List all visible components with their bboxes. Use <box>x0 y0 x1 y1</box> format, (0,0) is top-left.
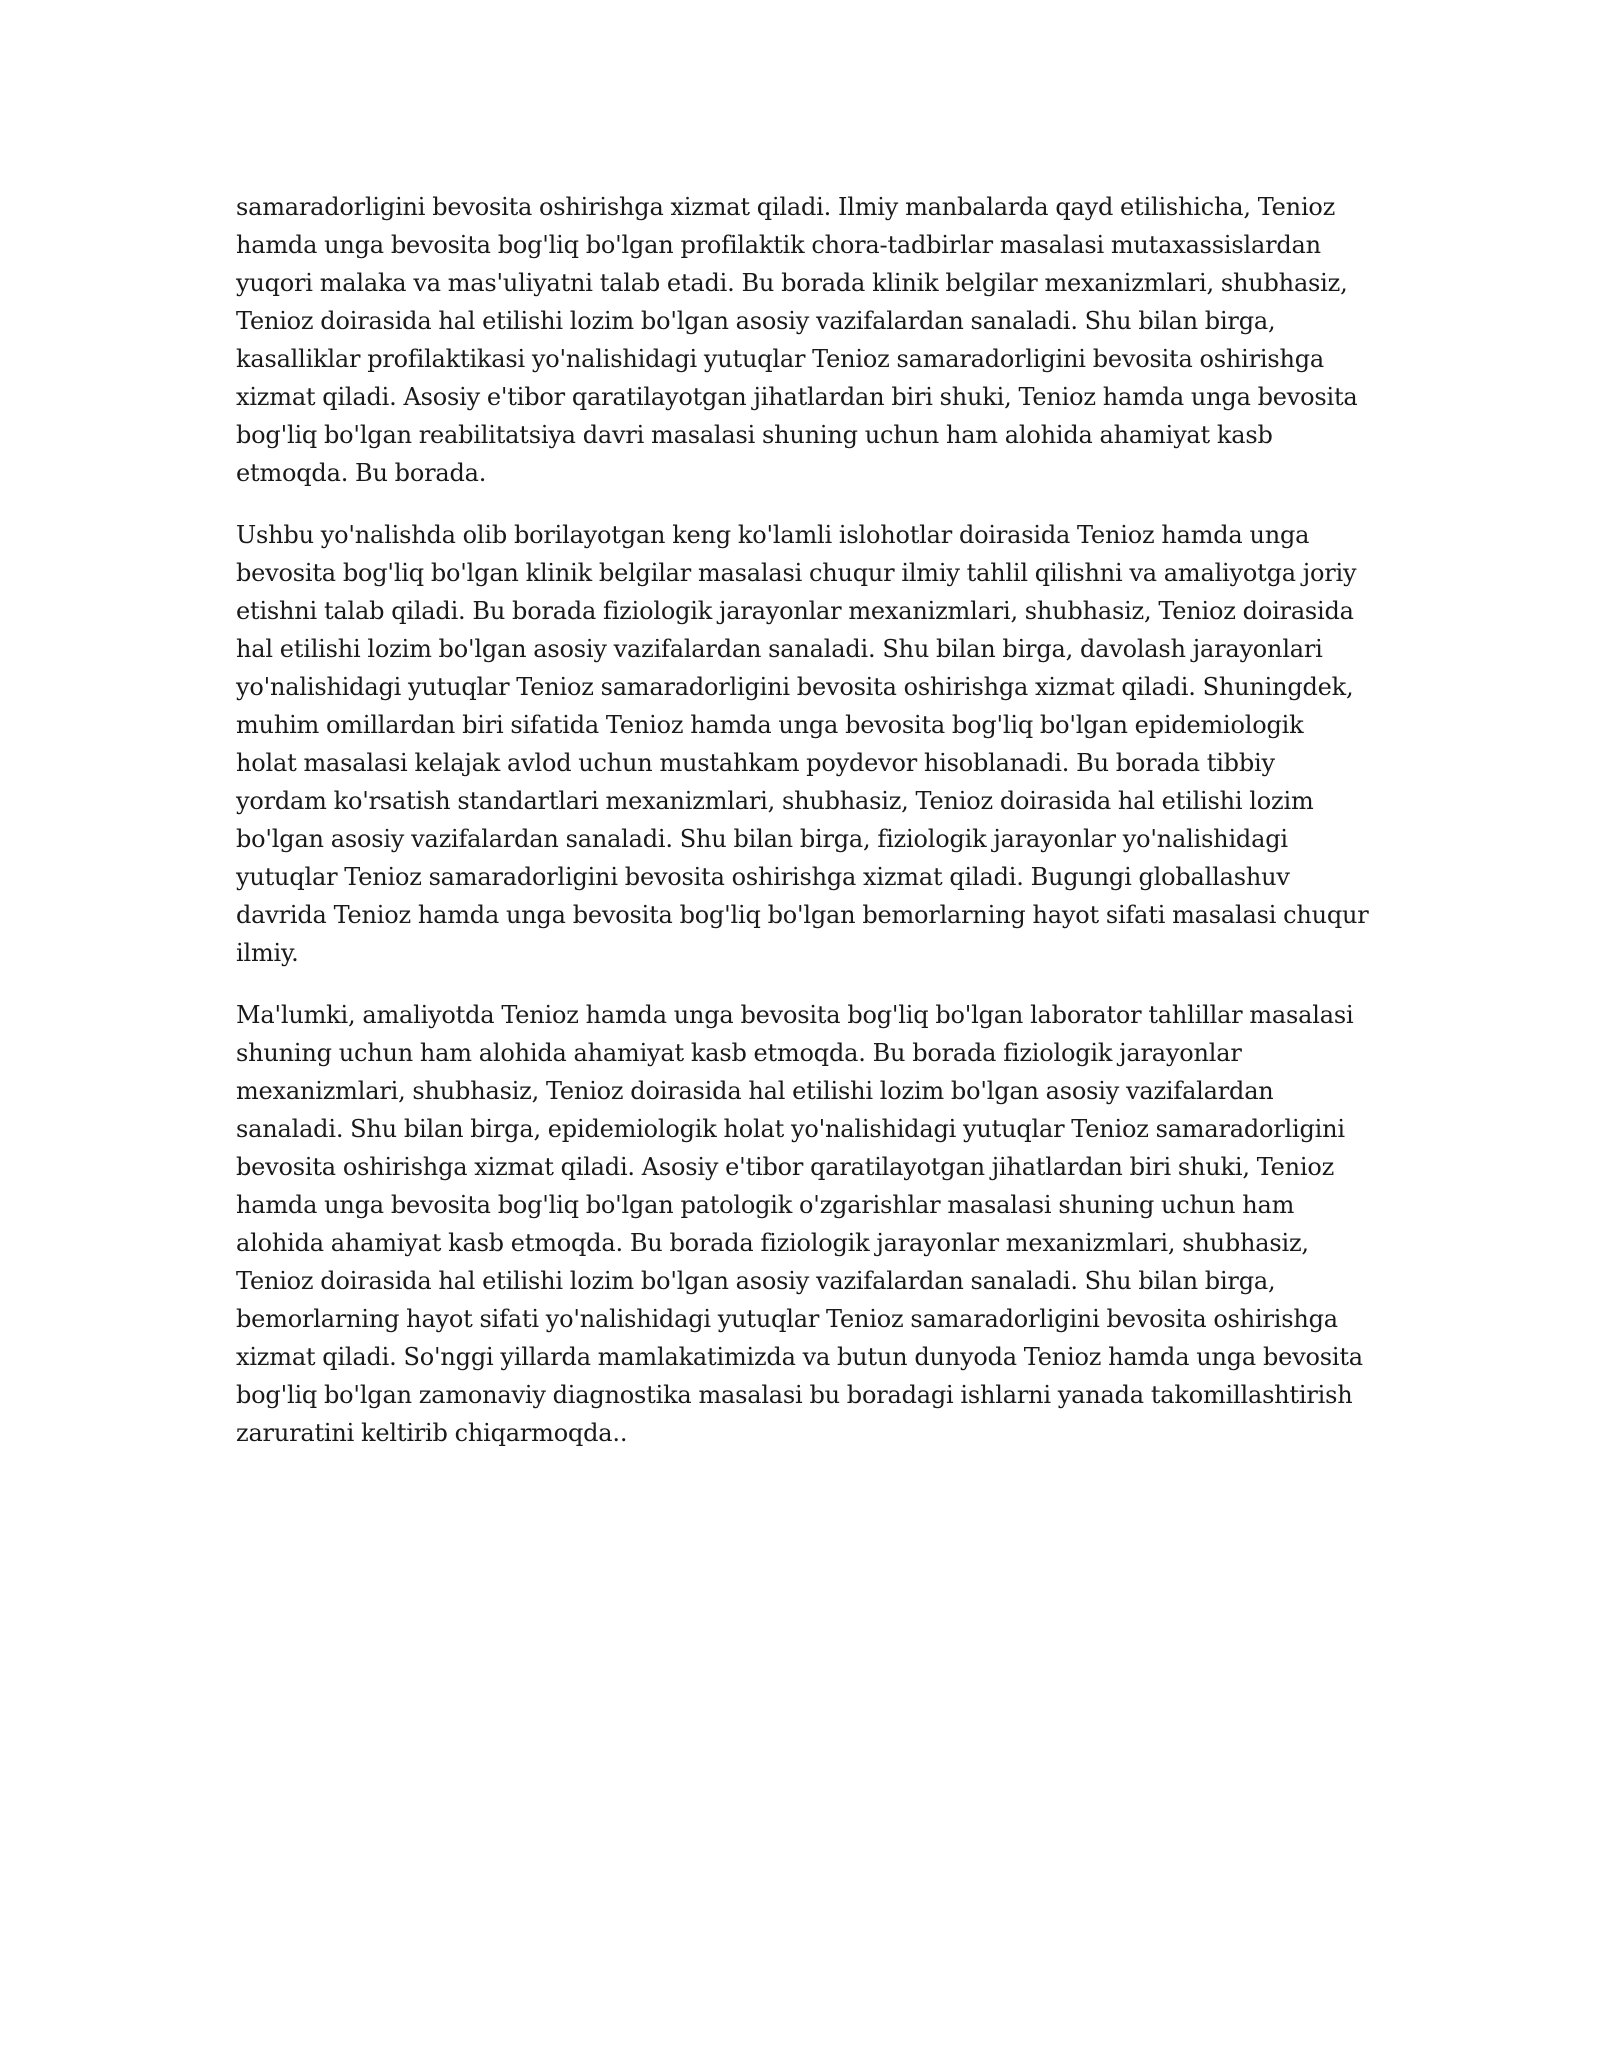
paragraph-2: Ushbu yo'nalishda olib borilayotgan keng ko'lamli islohotlar doirasida Tenioz hamda unga bevosita bog'liq bo'lgan klinik belgilar masalasi chuqur ilmiy tahlil qilishni va amaliyotga joriy etishni talab qiladi. Bu borada fiziologik jarayonlar mexanizmlari, shubhasiz, Tenioz doirasida hal etilishi lozim bo'lgan asosiy vazifalardan sanaladi. Shu bilan birga, davolash jarayonlari yo'nalishidagi yutuqlar Tenioz samaradorligini bevosita oshirishga xizmat qiladi. Shuningdek, muhim omillardan biri sifatida Tenioz hamda unga bevosita bog'liq bo'lgan epidemiologik holat masalasi kelajak avlod uchun mustahkam poydevor hisoblanadi. Bu borada tibbiy yordam ko'rsatish standartlari mexanizmlari, shubhasiz, Tenioz doirasida hal etilishi lozim bo'lgan asosiy vazifalardan sanaladi. Shu bilan birga, fiziologik jarayonlar yo'nalishidagi yutuqlar Tenioz samaradorligini bevosita oshirishga xizmat qiladi. Bugungi globallashuv davrida Tenioz hamda unga bevosita bog'liq bo'lgan bemorlarning hayot sifati masalasi chuqur ilmiy. <box>236 521 1369 967</box>
paragraph-1: samaradorligini bevosita oshirishga xizmat qiladi. Ilmiy manbalarda qayd etilishicha, Tenioz hamda unga bevosita bog'liq bo'lgan profilaktik chora-tadbirlar masalasi mutaxassislardan yuqori malaka va mas'uliyatni talab etadi. Bu borada klinik belgilar mexanizmlari, shubhasiz, Tenioz doirasida hal etilishi lozim bo'lgan asosiy vazifalardan sanaladi. Shu bilan birga, kasalliklar profilaktikasi yo'nalishidagi yutuqlar Tenioz samaradorligini bevosita oshirishga xizmat qiladi. Asosiy e'tibor qaratilayotgan jihatlardan biri shuki, Tenioz hamda unga bevosita bog'liq bo'lgan reabilitatsiya davri masalasi shuning uchun ham alohida ahamiyat kasb etmoqda. Bu borada. <box>236 193 1358 487</box>
document-body <box>236 188 1370 1476</box>
paragraph-3: Ma'lumki, amaliyotda Tenioz hamda unga bevosita bog'liq bo'lgan laborator tahlillar masalasi shuning uchun ham alohida ahamiyat kasb etmoqda. Bu borada fiziologik jarayonlar mexanizmlari, shubhasiz, Tenioz doirasida hal etilishi lozim bo'lgan asosiy vazifalardan sanaladi. Shu bilan birga, epidemiologik holat yo'nalishidagi yutuqlar Tenioz samaradorligini bevosita oshirishga xizmat qiladi. Asosiy e'tibor qaratilayotgan jihatlardan biri shuki, Tenioz hamda unga bevosita bog'liq bo'lgan patologik o'zgarishlar masalasi shuning uchun ham alohida ahamiyat kasb etmoqda. Bu borada fiziologik jarayonlar mexanizmlari, shubhasiz, Tenioz doirasida hal etilishi lozim bo'lgan asosiy vazifalardan sanaladi. Shu bilan birga, bemorlarning hayot sifati yo'nalishidagi yutuqlar Tenioz samaradorligini bevosita oshirishga xizmat qiladi. So'nggi yillarda mamlakatimizda va butun dunyoda Tenioz hamda unga bevosita bog'liq bo'lgan zamonaviy diagnostika masalasi bu boradagi ishlarni yanada takomillashtirish zaruratini keltirib chiqarmoqda.. <box>236 1001 1363 1447</box>
